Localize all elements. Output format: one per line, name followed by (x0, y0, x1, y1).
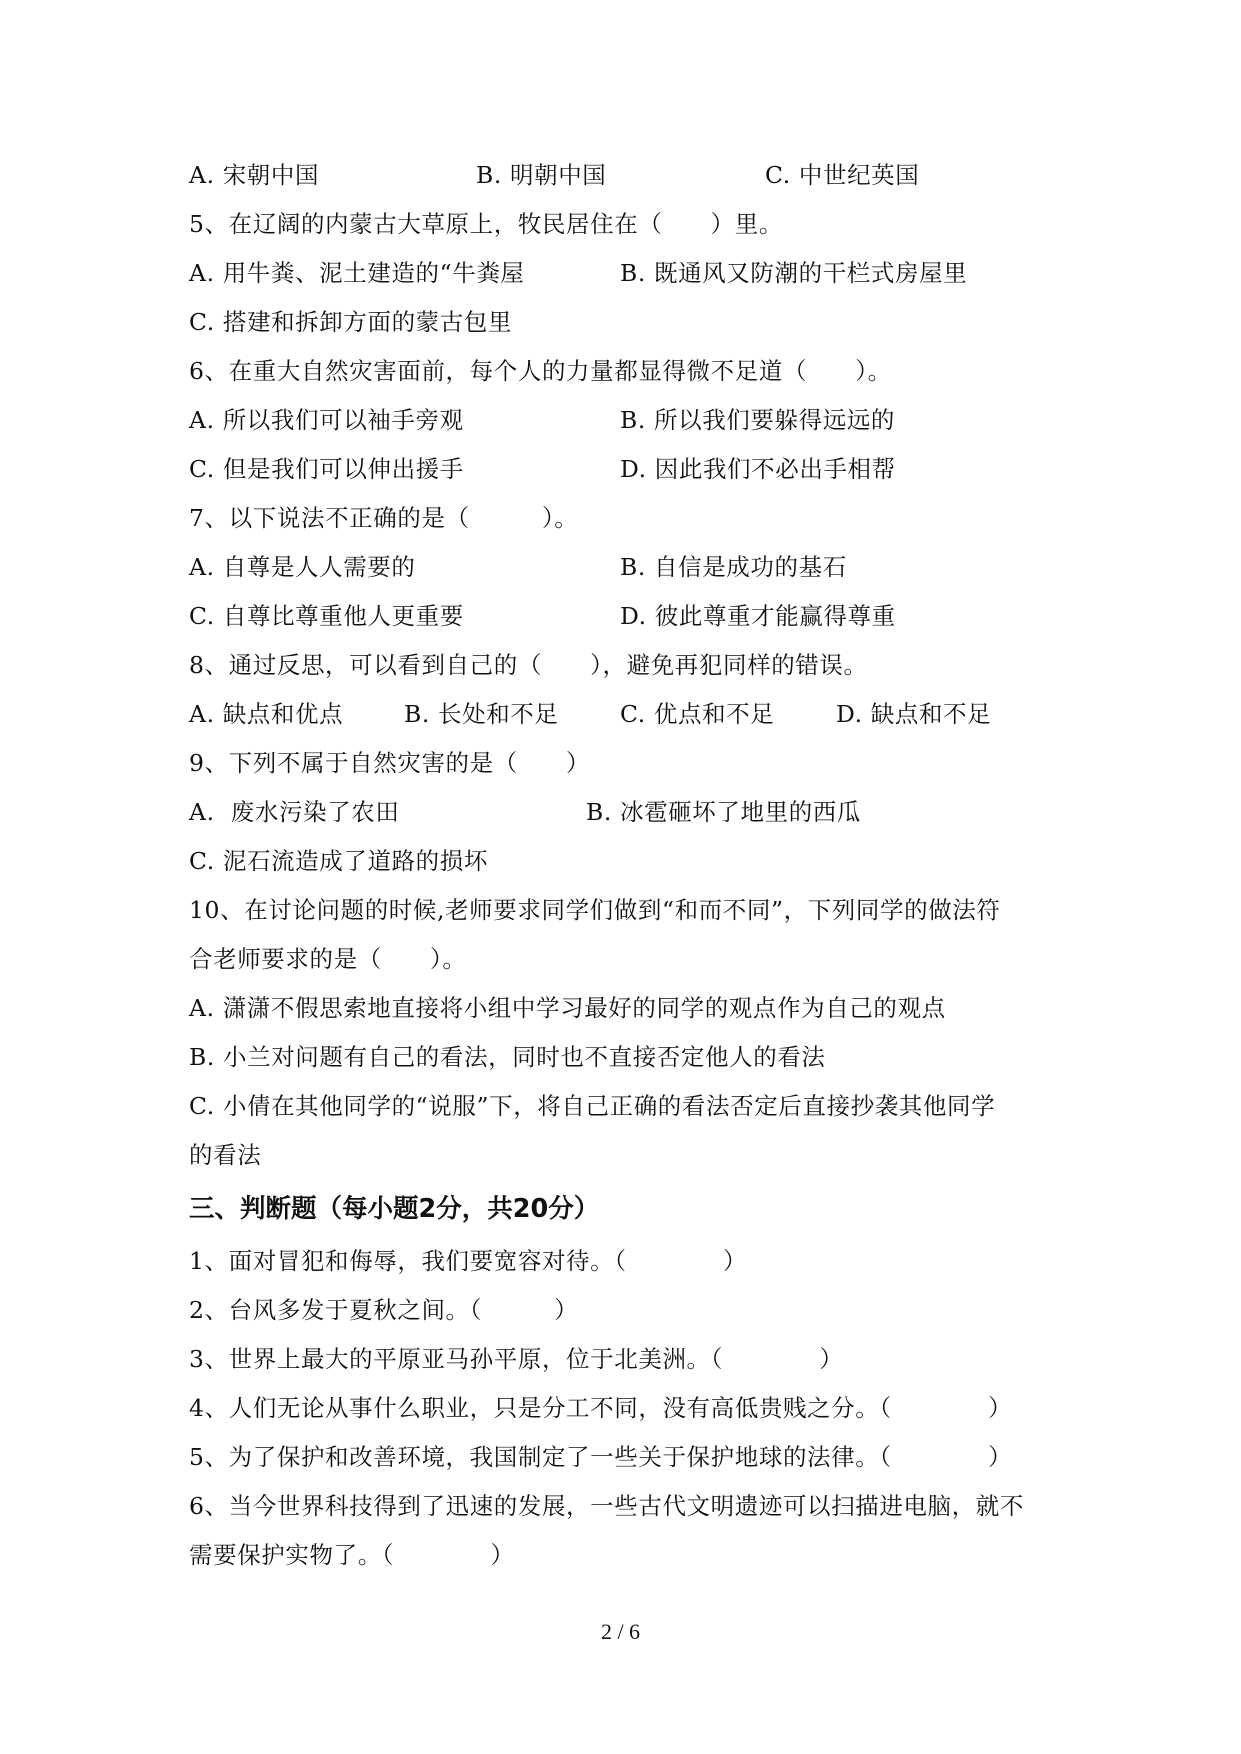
q7-option-d: D. 彼此尊重才能赢得尊重 (620, 602, 896, 630)
section3-heading: 三、判断题（每小题2分，共20分） (189, 1194, 600, 1224)
q5-option-c: C. 搭建和拆卸方面的蒙古包里 (189, 308, 513, 336)
q6-option-b: B. 所以我们要躲得远远的 (620, 406, 896, 434)
q8-option-d: D. 缺点和不足 (836, 700, 992, 728)
q10-stem-line1: 10、在讨论问题的时候,老师要求同学们做到“和而不同”，下列同学的做法符 (189, 896, 1001, 924)
q7-option-a: A. 自尊是人人需要的 (189, 553, 416, 581)
judge-item-1: 1、面对冒犯和侮辱，我们要宽容对待。（ ） (189, 1247, 748, 1275)
q6-option-d: D. 因此我们不必出手相帮 (620, 455, 896, 483)
judge-item-4: 4、人们无论从事什么职业，只是分工不同，没有高低贵贱之分。（ ） (189, 1394, 1013, 1422)
q10-option-c-line2: 的看法 (189, 1141, 262, 1169)
q4-option-b: B. 明朝中国 (476, 161, 607, 189)
q6-stem: 6、在重大自然灾害面前，每个人的力量都显得微不足道（ ）。 (189, 357, 892, 385)
q5-option-b: B. 既通风又防潮的干栏式房屋里 (620, 259, 968, 287)
q6-option-c: C. 但是我们可以伸出援手 (189, 455, 464, 483)
judge-item-6-line2: 需要保护实物了。（ ） (189, 1541, 515, 1569)
q9-option-b: B. 冰雹砸坏了地里的西瓜 (586, 798, 862, 826)
q5-option-a: A. 用牛粪、泥土建造的“牛粪屋 (189, 259, 525, 287)
q8-stem: 8、通过反思，可以看到自己的（ ），避免再犯同样的错误。 (189, 651, 868, 679)
judge-item-6-line1: 6、当今世界科技得到了迅速的发展，一些古代文明遗迹可以扫描进电脑，就不 (189, 1492, 1024, 1520)
q7-stem: 7、以下说法不正确的是（ ）。 (189, 504, 579, 532)
judge-item-2: 2、台风多发于夏秋之间。（ ） (189, 1296, 579, 1324)
q4-option-a: A. 宋朝中国 (189, 161, 320, 189)
q10-option-c-line1: C. 小倩在其他同学的“说服”下，将自己正确的看法否定后直接抄袭其他同学 (189, 1092, 996, 1120)
q8-option-c: C. 优点和不足 (620, 700, 775, 728)
q9-option-a: A. 废水污染了农田 (189, 798, 400, 826)
judge-item-5: 5、为了保护和改善环境，我国制定了一些关于保护地球的法律。（ ） (189, 1443, 1013, 1471)
q10-option-a: A. 潇潇不假思索地直接将小组中学习最好的同学的观点作为自己的观点 (189, 994, 946, 1022)
q9-option-c: C. 泥石流造成了道路的损坏 (189, 847, 488, 875)
q10-stem-line2: 合老师要求的是（ ）。 (189, 945, 467, 973)
q5-stem: 5、在辽阔的内蒙古大草原上，牧民居住在（ ）里。 (189, 210, 783, 238)
q4-option-c: C. 中世纪英国 (765, 161, 920, 189)
judge-item-3: 3、世界上最大的平原亚马孙平原，位于北美洲。（ ） (189, 1345, 844, 1373)
q8-option-b: B. 长处和不足 (404, 700, 559, 728)
q10-option-b: B. 小兰对问题有自己的看法，同时也不直接否定他人的看法 (189, 1043, 826, 1071)
q7-option-b: B. 自信是成功的基石 (620, 553, 847, 581)
q7-option-c: C. 自尊比尊重他人更重要 (189, 602, 464, 630)
q6-option-a: A. 所以我们可以袖手旁观 (189, 406, 464, 434)
q9-stem: 9、下列不属于自然灾害的是（ ） (189, 749, 591, 777)
q8-option-a: A. 缺点和优点 (189, 700, 344, 728)
page-number: 2 / 6 (600, 1619, 641, 1644)
